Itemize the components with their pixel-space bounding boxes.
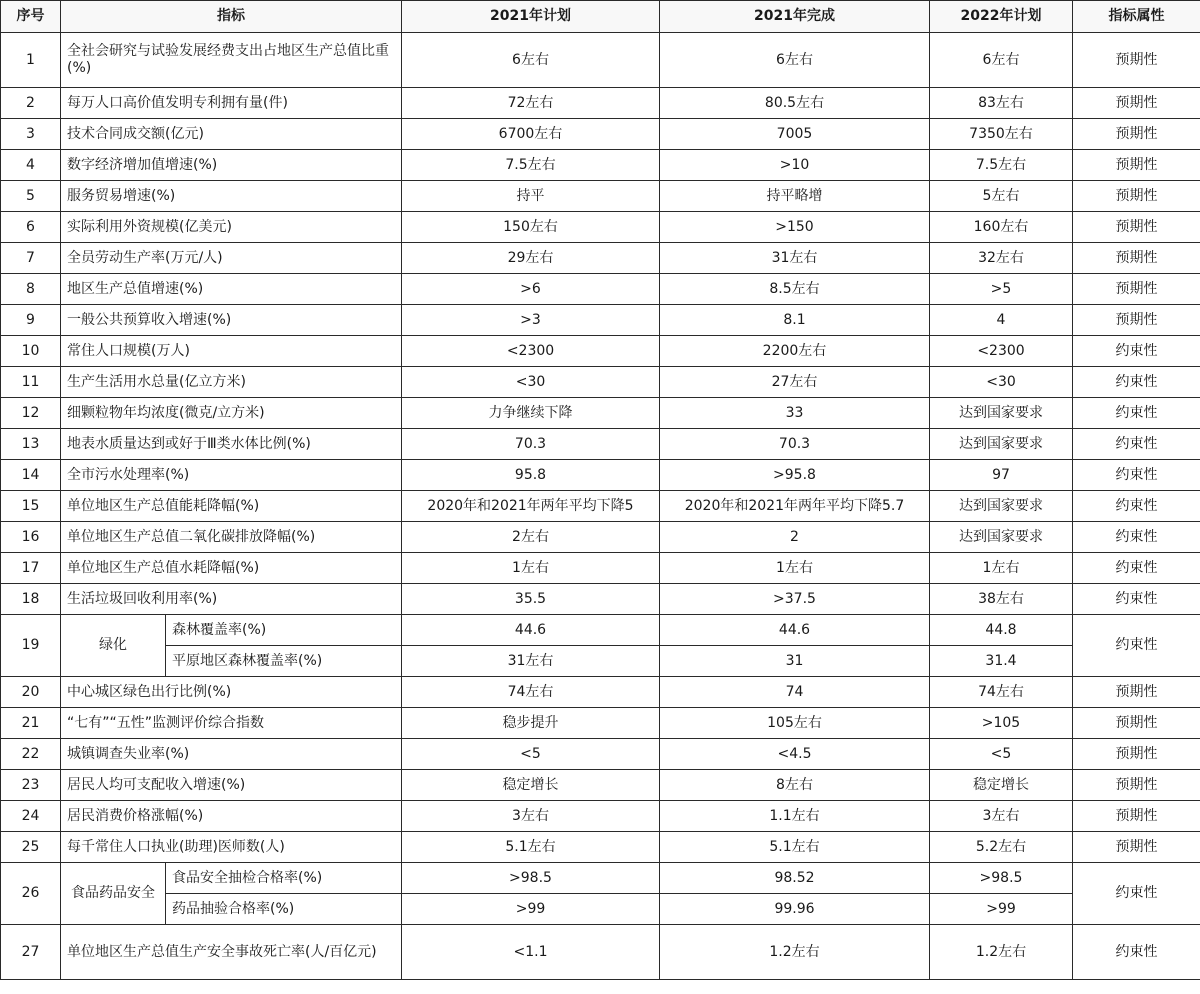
row-attribute: 预期性 xyxy=(1073,33,1200,88)
row-plan-2022: <30 xyxy=(930,367,1073,398)
row-attribute: 预期性 xyxy=(1073,677,1200,708)
row-plan-2021: >6 xyxy=(402,274,660,305)
row-attribute: 预期性 xyxy=(1073,212,1200,243)
row-plan-2021: 74左右 xyxy=(402,677,660,708)
row-plan-2021: 稳定增长 xyxy=(402,770,660,801)
row-attribute: 约束性 xyxy=(1073,336,1200,367)
row-plan-2022: 31.4 xyxy=(930,646,1073,677)
row-indicator: 中心城区绿色出行比例(%) xyxy=(61,677,402,708)
table-row xyxy=(1,460,1200,491)
row-done-2021: 6左右 xyxy=(660,33,930,88)
row-plan-2021: 95.8 xyxy=(402,460,660,491)
row-indicator: 每千常住人口执业(助理)医师数(人) xyxy=(61,832,402,863)
header-plan-2022: 2022年计划 xyxy=(930,1,1073,33)
row-plan-2022: 达到国家要求 xyxy=(930,522,1073,553)
row-done-2021: 2 xyxy=(660,522,930,553)
row-plan-2022: 83左右 xyxy=(930,88,1073,119)
row-plan-2021: 3左右 xyxy=(402,801,660,832)
row-done-2021: 2020年和2021年两年平均下降5.7 xyxy=(660,491,930,522)
row-plan-2021: 31左右 xyxy=(402,646,660,677)
row-indicator: 单位地区生产总值生产安全事故死亡率(人/百亿元) xyxy=(61,925,402,980)
row-indicator: 居民人均可支配收入增速(%) xyxy=(61,770,402,801)
header-attribute: 指标属性 xyxy=(1073,1,1200,33)
row-indicator: 地表水质量达到或好于Ⅲ类水体比例(%) xyxy=(61,429,402,460)
row-plan-2022: 32左右 xyxy=(930,243,1073,274)
row-plan-2022: >105 xyxy=(930,708,1073,739)
row-plan-2021: >99 xyxy=(402,894,660,925)
header-row xyxy=(1,1,1200,33)
row-indicator: 生活垃圾回收利用率(%) xyxy=(61,584,402,615)
row-seq: 27 xyxy=(1,925,61,980)
row-seq: 15 xyxy=(1,491,61,522)
row-plan-2022: 1左右 xyxy=(930,553,1073,584)
row-seq: 25 xyxy=(1,832,61,863)
row-seq: 26 xyxy=(1,863,61,925)
table-row xyxy=(1,801,1200,832)
row-done-2021: 8左右 xyxy=(660,770,930,801)
row-attribute: 约束性 xyxy=(1073,925,1200,980)
row-done-2021: 33 xyxy=(660,398,930,429)
row-plan-2021: 72左右 xyxy=(402,88,660,119)
row-plan-2022: 3左右 xyxy=(930,801,1073,832)
table-row xyxy=(1,88,1200,119)
row-seq: 1 xyxy=(1,33,61,88)
table-row xyxy=(1,336,1200,367)
table-row xyxy=(1,212,1200,243)
table-row xyxy=(1,553,1200,584)
row-seq: 16 xyxy=(1,522,61,553)
row-done-2021: >37.5 xyxy=(660,584,930,615)
row-plan-2022: 160左右 xyxy=(930,212,1073,243)
table-row xyxy=(1,367,1200,398)
row-indicator: 常住人口规模(万人) xyxy=(61,336,402,367)
row-attribute: 约束性 xyxy=(1073,584,1200,615)
table-row xyxy=(1,925,1200,980)
row-attribute: 预期性 xyxy=(1073,801,1200,832)
row-indicator: 单位地区生产总值水耗降幅(%) xyxy=(61,553,402,584)
row-attribute: 预期性 xyxy=(1073,274,1200,305)
row-done-2021: >150 xyxy=(660,212,930,243)
row-done-2021: 5.1左右 xyxy=(660,832,930,863)
row-indicator: 细颗粒物年均浓度(微克/立方米) xyxy=(61,398,402,429)
row-seq: 11 xyxy=(1,367,61,398)
table-row xyxy=(1,491,1200,522)
row-done-2021: 74 xyxy=(660,677,930,708)
row-done-2021: 31左右 xyxy=(660,243,930,274)
row-attribute: 预期性 xyxy=(1073,739,1200,770)
row-seq: 23 xyxy=(1,770,61,801)
row-sub-indicator: 平原地区森林覆盖率(%) xyxy=(166,646,402,677)
row-plan-2021: <5 xyxy=(402,739,660,770)
row-attribute: 预期性 xyxy=(1073,119,1200,150)
row-plan-2022: 97 xyxy=(930,460,1073,491)
row-plan-2021: 2020年和2021年两年平均下降5 xyxy=(402,491,660,522)
row-plan-2021: 持平 xyxy=(402,181,660,212)
row-plan-2021: 70.3 xyxy=(402,429,660,460)
table-row xyxy=(1,739,1200,770)
table-row xyxy=(1,584,1200,615)
table-row xyxy=(1,429,1200,460)
table-row xyxy=(1,119,1200,150)
row-plan-2021: 35.5 xyxy=(402,584,660,615)
row-done-2021: 7005 xyxy=(660,119,930,150)
row-attribute: 预期性 xyxy=(1073,832,1200,863)
row-attribute: 预期性 xyxy=(1073,770,1200,801)
row-done-2021: 99.96 xyxy=(660,894,930,925)
table-row xyxy=(1,646,1200,677)
row-indicator: 全员劳动生产率(万元/人) xyxy=(61,243,402,274)
table-row xyxy=(1,181,1200,212)
row-plan-2021: 29左右 xyxy=(402,243,660,274)
row-done-2021: 8.5左右 xyxy=(660,274,930,305)
row-seq: 7 xyxy=(1,243,61,274)
row-sub-indicator: 食品安全抽检合格率(%) xyxy=(166,863,402,894)
table-row xyxy=(1,677,1200,708)
row-plan-2021: <30 xyxy=(402,367,660,398)
row-seq: 10 xyxy=(1,336,61,367)
table-row xyxy=(1,832,1200,863)
row-plan-2022: 44.8 xyxy=(930,615,1073,646)
row-sub-indicator: 森林覆盖率(%) xyxy=(166,615,402,646)
row-plan-2022: 稳定增长 xyxy=(930,770,1073,801)
row-indicator: 技术合同成交额(亿元) xyxy=(61,119,402,150)
row-attribute: 约束性 xyxy=(1073,553,1200,584)
header-seq: 序号 xyxy=(1,1,61,33)
header-done-2021: 2021年完成 xyxy=(660,1,930,33)
row-plan-2021: 6700左右 xyxy=(402,119,660,150)
row-done-2021: 1左右 xyxy=(660,553,930,584)
row-plan-2021: 6左右 xyxy=(402,33,660,88)
row-done-2021: 44.6 xyxy=(660,615,930,646)
row-done-2021: 70.3 xyxy=(660,429,930,460)
row-attribute: 预期性 xyxy=(1073,181,1200,212)
row-seq: 17 xyxy=(1,553,61,584)
row-indicator: “七有”“五性”监测评价综合指数 xyxy=(61,708,402,739)
row-plan-2022: 5左右 xyxy=(930,181,1073,212)
row-plan-2022: 7.5左右 xyxy=(930,150,1073,181)
table-row xyxy=(1,894,1200,925)
row-attribute: 约束性 xyxy=(1073,429,1200,460)
row-plan-2022: 5.2左右 xyxy=(930,832,1073,863)
row-attribute: 约束性 xyxy=(1073,863,1200,925)
row-done-2021: 80.5左右 xyxy=(660,88,930,119)
row-done-2021: <4.5 xyxy=(660,739,930,770)
row-attribute: 约束性 xyxy=(1073,491,1200,522)
table-row xyxy=(1,770,1200,801)
row-plan-2021: 7.5左右 xyxy=(402,150,660,181)
row-done-2021: 1.1左右 xyxy=(660,801,930,832)
row-seq: 4 xyxy=(1,150,61,181)
row-seq: 22 xyxy=(1,739,61,770)
row-indicator: 全社会研究与试验发展经费支出占地区生产总值比重(%) xyxy=(61,33,402,88)
row-plan-2022: 74左右 xyxy=(930,677,1073,708)
row-attribute: 约束性 xyxy=(1073,522,1200,553)
row-plan-2022: >5 xyxy=(930,274,1073,305)
row-done-2021: 8.1 xyxy=(660,305,930,336)
row-seq: 20 xyxy=(1,677,61,708)
row-indicator: 地区生产总值增速(%) xyxy=(61,274,402,305)
row-attribute: 约束性 xyxy=(1073,367,1200,398)
row-seq: 14 xyxy=(1,460,61,491)
table-row xyxy=(1,33,1200,88)
row-plan-2022: 达到国家要求 xyxy=(930,491,1073,522)
table-row xyxy=(1,150,1200,181)
row-done-2021: 27左右 xyxy=(660,367,930,398)
row-attribute: 约束性 xyxy=(1073,460,1200,491)
row-attribute: 预期性 xyxy=(1073,150,1200,181)
row-seq: 12 xyxy=(1,398,61,429)
row-plan-2021: 5.1左右 xyxy=(402,832,660,863)
table-row xyxy=(1,522,1200,553)
row-plan-2022: <2300 xyxy=(930,336,1073,367)
row-seq: 18 xyxy=(1,584,61,615)
row-done-2021: >10 xyxy=(660,150,930,181)
table-row xyxy=(1,243,1200,274)
row-done-2021: 2200左右 xyxy=(660,336,930,367)
row-done-2021: 98.52 xyxy=(660,863,930,894)
row-plan-2021: 2左右 xyxy=(402,522,660,553)
header-indicator: 指标 xyxy=(61,1,402,33)
row-plan-2022: <5 xyxy=(930,739,1073,770)
row-indicator: 一般公共预算收入增速(%) xyxy=(61,305,402,336)
header-plan-2021: 2021年计划 xyxy=(402,1,660,33)
row-plan-2022: >98.5 xyxy=(930,863,1073,894)
row-plan-2021: >98.5 xyxy=(402,863,660,894)
row-indicator: 全市污水处理率(%) xyxy=(61,460,402,491)
row-plan-2021: 稳步提升 xyxy=(402,708,660,739)
row-done-2021: >95.8 xyxy=(660,460,930,491)
row-plan-2022: 4 xyxy=(930,305,1073,336)
row-plan-2022: 达到国家要求 xyxy=(930,429,1073,460)
row-indicator: 城镇调查失业率(%) xyxy=(61,739,402,770)
row-plan-2021: 44.6 xyxy=(402,615,660,646)
row-done-2021: 1.2左右 xyxy=(660,925,930,980)
row-done-2021: 持平略增 xyxy=(660,181,930,212)
row-plan-2021: <2300 xyxy=(402,336,660,367)
row-attribute: 预期性 xyxy=(1073,305,1200,336)
row-plan-2022: >99 xyxy=(930,894,1073,925)
table-row xyxy=(1,708,1200,739)
table-body xyxy=(1,33,1200,980)
row-attribute: 约束性 xyxy=(1073,615,1200,677)
row-group-name: 绿化 xyxy=(61,615,166,677)
table-row xyxy=(1,305,1200,336)
row-seq: 13 xyxy=(1,429,61,460)
table-row xyxy=(1,863,1200,894)
row-seq: 5 xyxy=(1,181,61,212)
row-sub-indicator: 药品抽验合格率(%) xyxy=(166,894,402,925)
row-indicator: 数字经济增加值增速(%) xyxy=(61,150,402,181)
row-indicator: 居民消费价格涨幅(%) xyxy=(61,801,402,832)
row-attribute: 预期性 xyxy=(1073,243,1200,274)
row-plan-2021: 150左右 xyxy=(402,212,660,243)
row-seq: 3 xyxy=(1,119,61,150)
row-indicator: 实际利用外资规模(亿美元) xyxy=(61,212,402,243)
row-plan-2021: <1.1 xyxy=(402,925,660,980)
row-plan-2021: >3 xyxy=(402,305,660,336)
row-plan-2021: 1左右 xyxy=(402,553,660,584)
table-row xyxy=(1,615,1200,646)
row-seq: 8 xyxy=(1,274,61,305)
row-plan-2022: 达到国家要求 xyxy=(930,398,1073,429)
row-seq: 9 xyxy=(1,305,61,336)
row-plan-2022: 7350左右 xyxy=(930,119,1073,150)
row-seq: 19 xyxy=(1,615,61,677)
row-group-name: 食品药品安全 xyxy=(61,863,166,925)
row-plan-2022: 1.2左右 xyxy=(930,925,1073,980)
row-indicator: 单位地区生产总值二氧化碳排放降幅(%) xyxy=(61,522,402,553)
row-plan-2022: 6左右 xyxy=(930,33,1073,88)
row-seq: 24 xyxy=(1,801,61,832)
row-indicator: 服务贸易增速(%) xyxy=(61,181,402,212)
row-seq: 21 xyxy=(1,708,61,739)
row-indicator: 单位地区生产总值能耗降幅(%) xyxy=(61,491,402,522)
row-attribute: 预期性 xyxy=(1073,88,1200,119)
table-row xyxy=(1,398,1200,429)
row-done-2021: 105左右 xyxy=(660,708,930,739)
row-seq: 6 xyxy=(1,212,61,243)
row-plan-2021: 力争继续下降 xyxy=(402,398,660,429)
row-plan-2022: 38左右 xyxy=(930,584,1073,615)
row-attribute: 约束性 xyxy=(1073,398,1200,429)
row-done-2021: 31 xyxy=(660,646,930,677)
row-seq: 2 xyxy=(1,88,61,119)
row-attribute: 预期性 xyxy=(1073,708,1200,739)
table-row xyxy=(1,274,1200,305)
row-indicator: 每万人口高价值发明专利拥有量(件) xyxy=(61,88,402,119)
row-indicator: 生产生活用水总量(亿立方米) xyxy=(61,367,402,398)
